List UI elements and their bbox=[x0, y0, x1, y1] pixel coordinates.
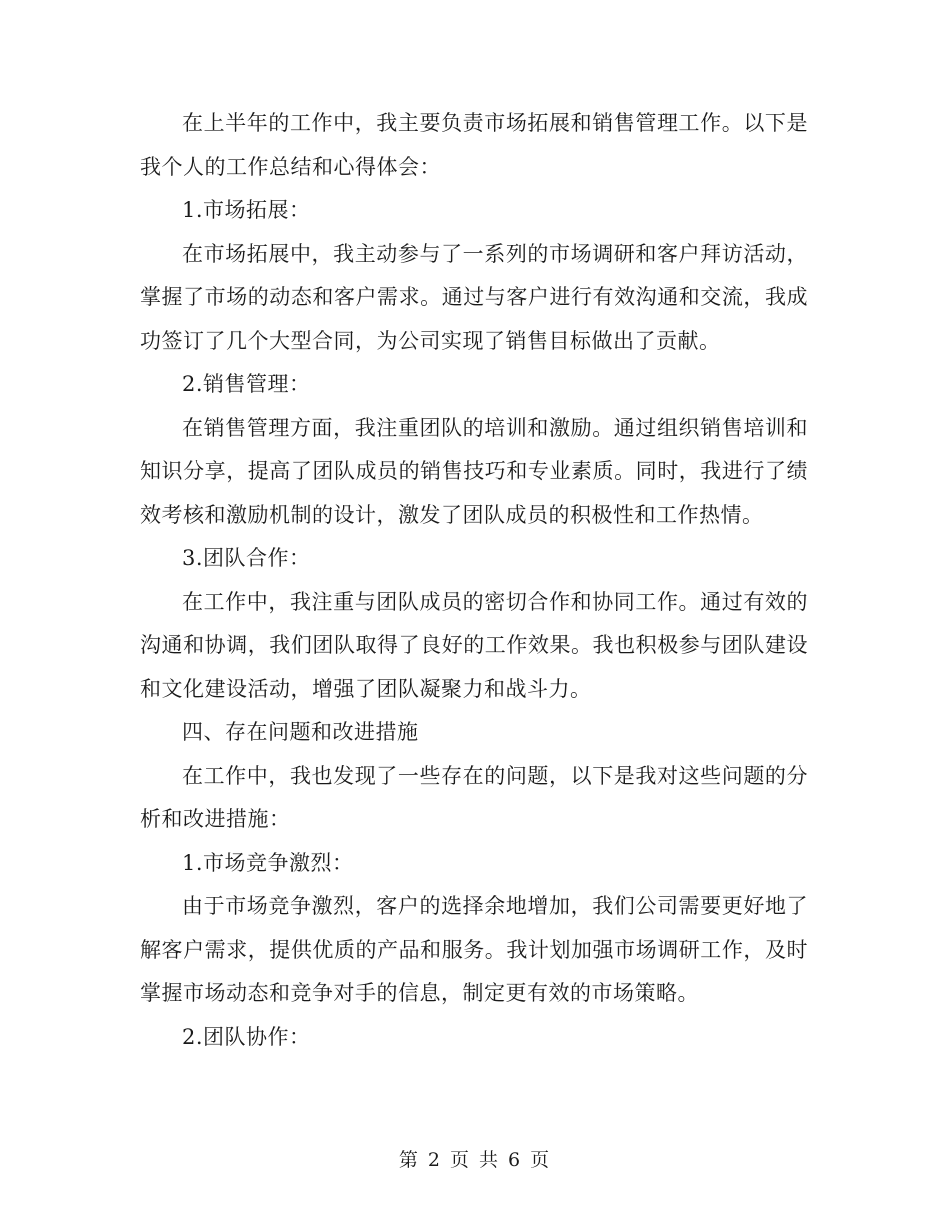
paragraph: 在销售管理方面，我注重团队的培训和激励。通过组织销售培训和知识分享，提高了团队成员的销售技巧和专业素质。同时，我进行了绩效考核和激励机制的设计，激发了团队成员的积极性和工作热情。 bbox=[140, 415, 808, 527]
paragraph: 在市场拓展中，我主动参与了一系列的市场调研和客户拜访活动，掌握了市场的动态和客户需求。通过与客户进行有效沟通和交流，我成功签订了几个大型合同，为公司实现了销售目标做出了贡献。 bbox=[140, 241, 808, 353]
section-heading: 2.团队协作： bbox=[182, 1024, 311, 1049]
paragraph: 在工作中，我注重与团队成员的密切合作和协同工作。通过有效的沟通和协调，我们团队取得了良好的工作效果。我也积极参与团队建设和文化建设活动，增强了团队凝聚力和战斗力。 bbox=[140, 589, 808, 701]
paragraph: 在工作中，我也发现了一些存在的问题，以下是我对这些问题的分析和改进措施： bbox=[140, 763, 808, 831]
section-heading: 1.市场竞争激烈： bbox=[182, 850, 354, 875]
section-heading: 3.团队合作： bbox=[182, 546, 311, 570]
section-heading: 2.销售管理： bbox=[182, 372, 311, 396]
paragraph: 在上半年的工作中，我主要负责市场拓展和销售管理工作。以下是我个人的工作总结和心得体会： bbox=[140, 111, 808, 179]
section-heading: 1.市场拓展： bbox=[182, 198, 311, 222]
section-heading: 四、存在问题和改进措施 bbox=[182, 720, 419, 744]
paragraph: 由于市场竞争激烈，客户的选择余地增加，我们公司需要更好地了解客户需求，提供优质的产品和服务。我计划加强市场调研工作，及时掌握市场动态和竞争对手的信息，制定更有效的市场策略。 bbox=[140, 894, 808, 1005]
document-body bbox=[140, 102, 808, 1059]
page-number-footer: 第 2 页 共 6 页 bbox=[398, 1149, 552, 1171]
